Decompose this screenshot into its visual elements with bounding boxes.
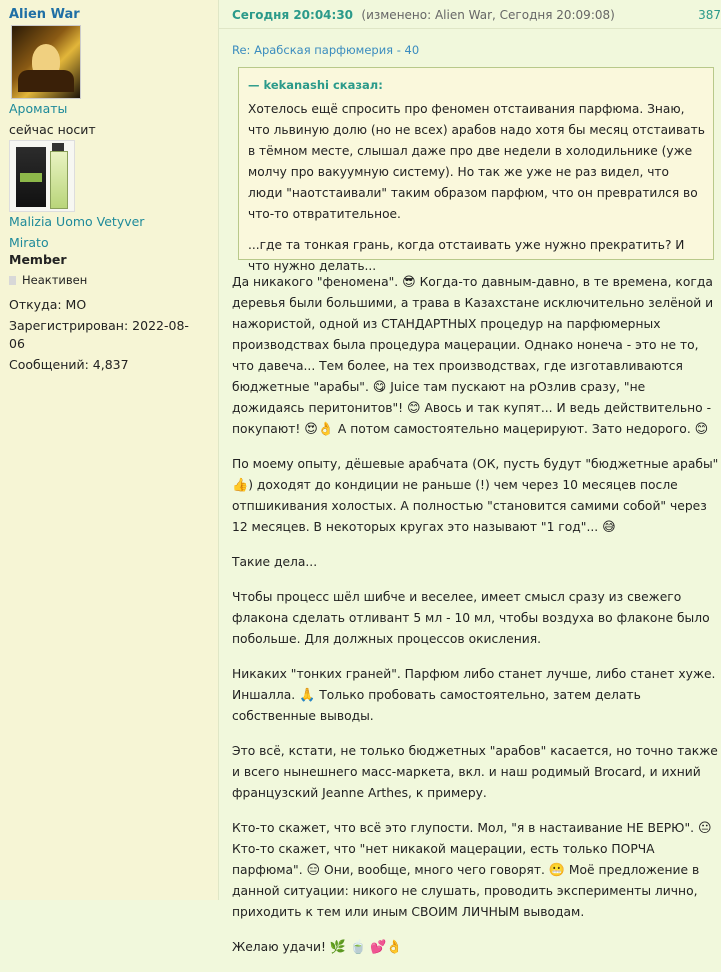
grin-emoji-icon: 😋 xyxy=(372,380,387,395)
post-subject: Re: Арабская парфюмерия - 40 xyxy=(232,43,420,57)
post-number[interactable]: 387 xyxy=(698,8,721,22)
author-sidebar xyxy=(0,0,219,900)
perfumer-link[interactable]: Mirato xyxy=(9,235,49,250)
post-header xyxy=(219,0,721,29)
aromaty-link[interactable]: Ароматы xyxy=(9,101,68,116)
online-status xyxy=(9,273,87,287)
hearteyes-emoji-icon: 😍 xyxy=(304,422,318,437)
quote-author: — kekanashi сказал: xyxy=(248,78,383,92)
user-rank: Member xyxy=(9,252,67,267)
expressionless-emoji-icon: 😑 xyxy=(306,863,321,878)
quote-paragraph: Хотелось ещё спросить про феномен отстаивания парфюма. Знаю, что львиную долю (но не всех) арабов надо хотя бы месяц отстаивать в тёмном месте, слышал даже про две недели в холодильнике (уже молчу про вакуумную систему). Но так же уже не раз видел, что люди "наотстаивали" таким образом парфюм, что он превратился во что-то отвратительное. xyxy=(248,102,705,221)
body-paragraph: Это всё, кстати, не только бюджетных "арабов" касается, но точно также и всего нынешнего масс-маркета, вкл. и наш родимый Brocard, и ихний французский Jeanne Arthes, к примеру. xyxy=(232,744,718,800)
pray-emoji-icon: 🙏 xyxy=(299,688,316,703)
edited-note: (изменено: Alien War, Сегодня 20:09:08) xyxy=(361,8,615,22)
perfume-name-link[interactable]: Malizia Uomo Vetyver xyxy=(9,214,145,229)
avatar xyxy=(11,25,81,99)
perfume-image[interactable] xyxy=(9,140,75,212)
registered-date: Зарегистрирован: 2022-08-06 xyxy=(9,318,189,351)
body-paragraph: Никаких "тонких граней". Парфюм либо станет лучше, либо станет хуже. Иншалла. 🙏 Только пробовать самостоятельно, затем делать собственные выводы. xyxy=(232,667,716,723)
body-paragraph: Желаю удачи! 🌿 🍵 💕👌 xyxy=(232,940,403,955)
status-dot-icon xyxy=(9,276,16,285)
cup-emoji-icon: 🍵 xyxy=(350,940,367,955)
smile-emoji-icon: 😊 xyxy=(407,401,421,416)
blush-emoji-icon: 😊 xyxy=(694,422,709,437)
sweat-emoji-icon: 😅 xyxy=(602,520,616,535)
quote-paragraph: ...где та тонкая грань, когда отстаивать уже нужно прекратить? И что нужно делать... xyxy=(248,238,685,273)
thumbs-up-icon: 👍 xyxy=(232,478,249,493)
location: Откуда: МО xyxy=(9,297,87,312)
ok-hand-icon: 👌 xyxy=(317,422,334,437)
post-body xyxy=(232,272,721,972)
cool-emoji-icon: 😎 xyxy=(402,275,416,290)
body-paragraph: Кто-то скажет, что всё это глупости. Мол, "я в настаивание НЕ ВЕРЮ". 😐 Кто-то скажет, что "нет никакой мацерации, есть только ПОРЧА парфюма". 😑 Они, вообще, много чего говорят. 😬 Моё предложение в данной ситуации: никого не слушать, проводить эксперименты лично, приходить к тем или иным СВОИМ ЛИЧНЫМ выводам. xyxy=(232,821,712,919)
ok-hand-icon: 👌 xyxy=(386,940,403,955)
author-name[interactable]: Alien War xyxy=(9,7,80,22)
neutral-emoji-icon: 😐 xyxy=(697,821,712,836)
heart-emoji-icon: 💕 xyxy=(370,940,387,955)
body-paragraph: По моему опыту, дёшевые арабчата (ОК, пусть будут "бюджетные арабы" 👍) доходят до кондиции не раньше (!) чем через 10 месяцев после отпшикивания холостых. А полностью "становится самими собой" через 12 месяцев. В некоторых кругах это называют "1 год"... 😅 xyxy=(232,457,719,535)
leaf-emoji-icon: 🌿 xyxy=(329,940,347,955)
body-paragraph: Чтобы процесс шёл шибче и веселее, имеет смысл сразу из свежего флакона сделать отливант 5 мл - 10 мл, чтобы воздуха во флаконе было побольше. Для должных процессов окисления. xyxy=(232,590,710,646)
wearing-label: сейчас носит xyxy=(9,122,96,137)
message-count: Сообщений: 4,837 xyxy=(9,357,129,372)
body-paragraph: Да никакого "феномена". 😎 Когда-то давным-давно, в те времена, когда деревья были большими, а трава в Казахстане исключительно зелёной и нажористой, одной из СТАНДАРТНЫХ процедур на парфюмерных производствах была процедура мацерации. Однако нонеча - это не то, что давеча... Тем более, на тех производствах, где изготавливаются бюджетные "арабы". 😋 Juice там пускают на рОзлив сразу, "не дожидаясь перитонитов"! 😊 Авось и так купят... И ведь действительно - покупают! 😍👌 А потом самостоятельно мацерируют. Зато недорого. 😊 xyxy=(232,275,714,437)
body-paragraph: Такие дела... xyxy=(232,555,318,569)
quote-block xyxy=(238,67,714,273)
grimace-emoji-icon: 😬 xyxy=(548,863,565,878)
status-label: Неактивен xyxy=(22,273,88,287)
post-time[interactable]: Сегодня 20:04:30 (изменено: Alien War, Сегодня 20:09:08) xyxy=(232,8,615,22)
